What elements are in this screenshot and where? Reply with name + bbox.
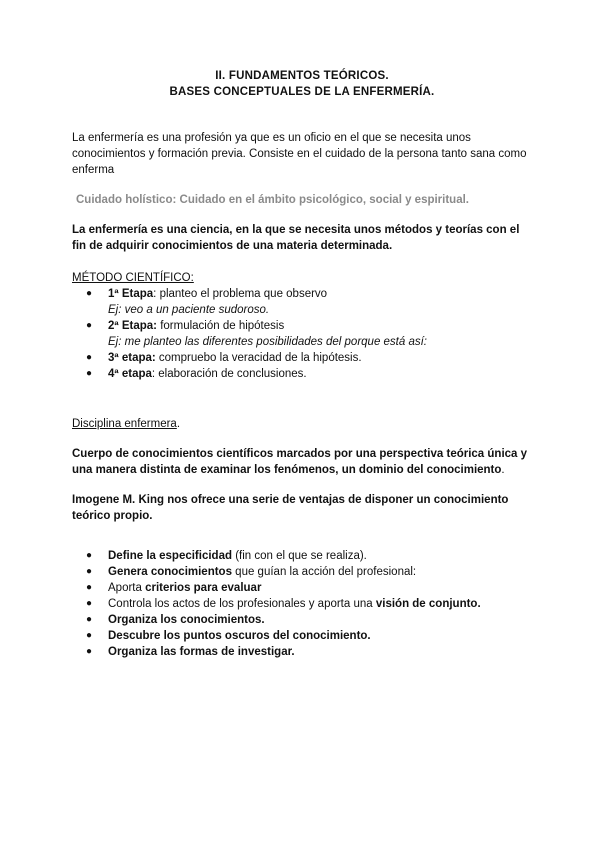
step-separator: :	[153, 288, 157, 300]
advantage-text: (fin con el que se realiza).	[232, 550, 367, 562]
bullet-icon: ●	[86, 288, 93, 299]
list-item	[72, 644, 532, 660]
holistic-label: Cuidado holístico:	[76, 194, 177, 206]
list-item	[72, 318, 532, 350]
intro-paragraph: La enfermería es una profesión ya que es un oficio en el que se necesita unos conocimientos y formación previa. Consiste en el cuidado de la persona tanto sana como enferma	[72, 132, 527, 176]
bullet-icon: ●	[86, 614, 93, 625]
holistic-care-line	[72, 192, 532, 208]
list-item	[72, 612, 532, 628]
bullet-icon: ●	[86, 630, 93, 641]
discipline-body	[72, 446, 532, 478]
list-item	[72, 628, 532, 644]
step-separator: :	[151, 368, 156, 380]
discipline-heading-end: .	[176, 418, 181, 430]
bullet-icon: ●	[86, 320, 93, 331]
document-page	[72, 68, 532, 660]
step-label: 4ª etapa	[108, 368, 152, 380]
title-line-2: BASES CONCEPTUALES DE LA ENFERMERÍA.	[169, 86, 435, 98]
step-label: 2ª Etapa:	[108, 320, 157, 332]
king-paragraph: Imogene M. King nos ofrece una serie de ventajas de disponer un conocimiento teórico propio.	[72, 494, 509, 522]
step-example: Ej: veo a un paciente sudoroso.	[108, 304, 270, 316]
step-text: compruebo la veracidad de la hipótesis.	[155, 352, 362, 364]
bullet-icon: ●	[86, 550, 93, 561]
title-line-1: II. FUNDAMENTOS TEÓRICOS.	[215, 70, 389, 82]
holistic-text: Cuidado en el ámbito psicológico, social y espiritual.	[179, 194, 469, 206]
method-heading: MÉTODO CIENTÍFICO:	[72, 272, 194, 284]
step-text: elaboración de conclusiones.	[155, 368, 307, 380]
bullet-icon: ●	[86, 352, 93, 363]
discipline-heading	[72, 416, 532, 432]
discipline-body-text: Cuerpo de conocimientos científicos marcados por una perspectiva teórica única y una manera distinta de examinar los fenómenos, un dominio del conocimiento	[72, 448, 528, 476]
advantages-list	[72, 548, 532, 660]
step-label: 1ª Etapa	[108, 288, 154, 300]
advantage-text: Controla los actos de los profesionales y aporta una	[108, 598, 376, 610]
advantage-bold: visión de conjunto	[375, 598, 478, 610]
page-title	[72, 68, 532, 100]
list-item	[72, 366, 532, 382]
step-example: Ej: me planteo las diferentes posibilidades del porque está así:	[108, 336, 428, 348]
method-steps-list	[72, 286, 532, 382]
advantage-bold: Genera conocimientos	[108, 566, 232, 578]
list-item	[72, 548, 532, 564]
advantage-bold: Organiza las formas de investigar.	[108, 646, 295, 658]
advantage-text: que guían la acción del profesional:	[231, 566, 417, 578]
advantage-bold: Define la especificidad	[108, 550, 232, 562]
bullet-icon: ●	[86, 566, 93, 577]
step-text: formulación de hipótesis	[157, 320, 285, 332]
science-paragraph: La enfermería es una ciencia, en la que se necesita unos métodos y teorías con el fin de adquirir conocimientos de una materia determinada.	[72, 224, 520, 252]
list-item	[72, 596, 532, 612]
list-item	[72, 286, 532, 318]
advantage-end: .	[477, 598, 481, 610]
advantage-bold: criterios para evaluar	[145, 582, 262, 594]
advantage-text: Aporta	[108, 582, 146, 594]
advantage-bold: Organiza los conocimientos.	[108, 614, 265, 626]
bullet-icon: ●	[86, 646, 93, 657]
discipline-heading-text: Disciplina enfermera	[72, 418, 177, 430]
list-item	[72, 350, 532, 366]
list-item	[72, 580, 532, 596]
bullet-icon: ●	[86, 582, 93, 593]
bullet-icon: ●	[86, 598, 93, 609]
discipline-body-end: .	[501, 464, 505, 476]
step-text: planteo el problema que observo	[156, 288, 328, 300]
step-label: 3ª etapa:	[108, 352, 156, 364]
bullet-icon: ●	[86, 368, 93, 379]
list-item	[72, 564, 532, 580]
advantage-bold: Descubre los puntos oscuros del conocimiento.	[108, 630, 371, 642]
